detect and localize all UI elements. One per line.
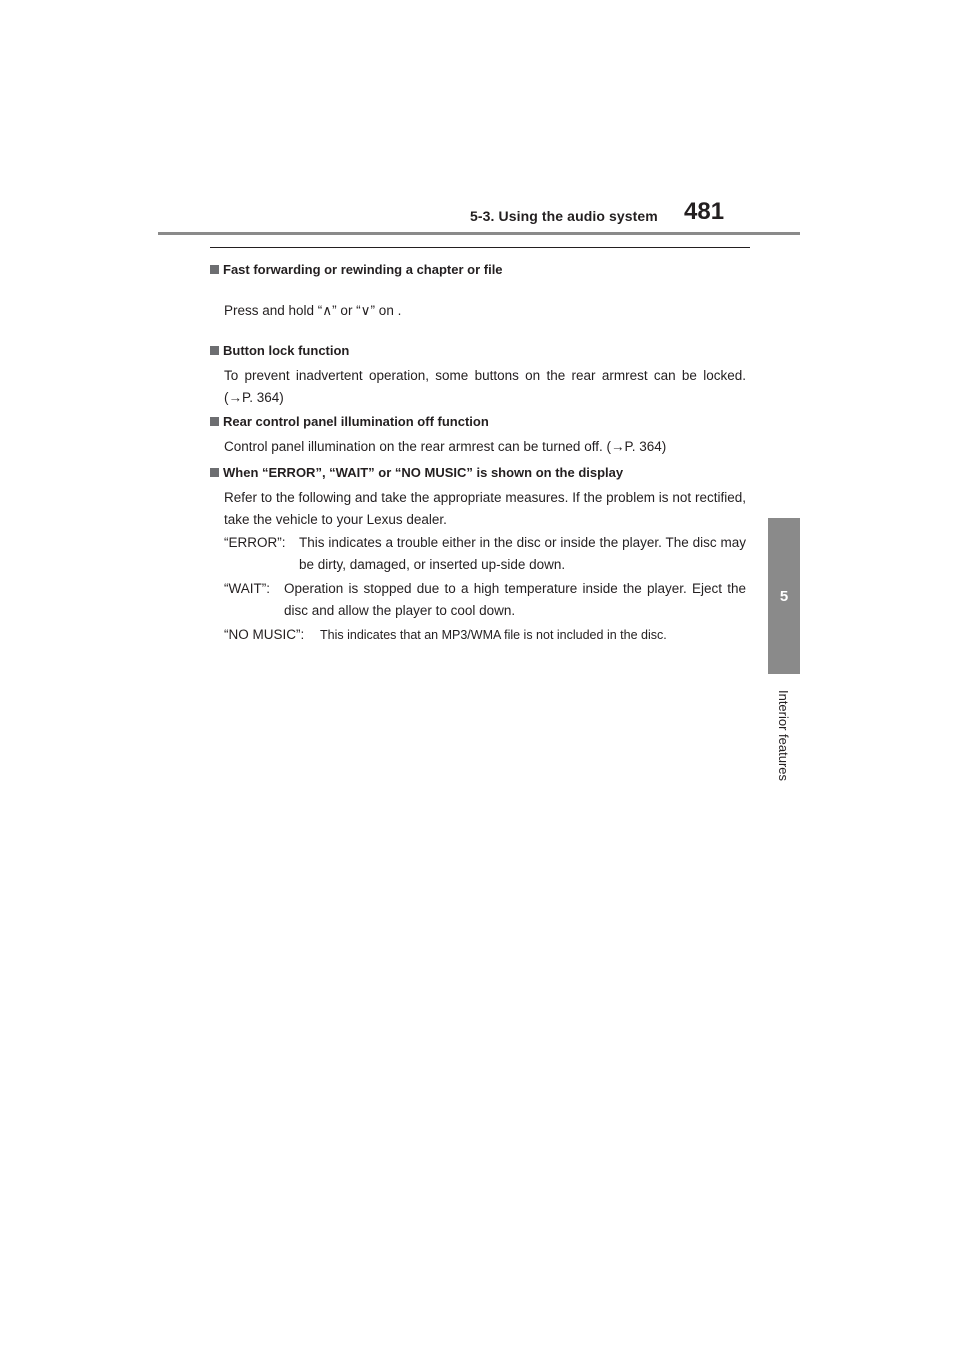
definition-description: Operation is stopped due to a high temperature inside the player. Eject the disc and allow the player to cool down. xyxy=(284,581,746,618)
chapter-title-vertical xyxy=(772,680,796,790)
definition-term: “ERROR”: xyxy=(224,535,286,550)
definition-term: “NO MUSIC”: xyxy=(224,627,305,642)
page-number: 481 xyxy=(684,198,725,225)
section-title: 5-3. Using the audio system xyxy=(470,208,658,224)
section-heading-button-lock: Button lock function xyxy=(210,343,349,358)
square-bullet-icon xyxy=(210,346,219,355)
section-text-illumination: Control panel illumination on the rear armrest can be turned off. (→P. 364) xyxy=(224,439,667,454)
square-bullet-icon xyxy=(210,265,219,274)
square-bullet-icon xyxy=(210,417,219,426)
chapter-title: Interior features xyxy=(776,689,792,781)
definition-term: “WAIT”: xyxy=(224,581,270,596)
definition-description: This indicates a trouble either in the disc or inside the player. The disc may be dirty, damaged, or inserted up-side down. xyxy=(299,535,746,572)
section-text-error-display: Refer to the following and take the appropriate measures. If the problem is not rectified, take the vehicle to your Lexus dealer. xyxy=(224,490,746,527)
definition-description: This indicates that an MP3/WMA file is not included in the disc. xyxy=(320,628,667,642)
header-rule xyxy=(158,232,800,235)
section-heading-fast-forward: Fast forwarding or rewinding a chapter or file xyxy=(210,262,503,277)
section-text-button-lock: To prevent inadvertent operation, some buttons on the rear armrest can be locked. (→P. 364) xyxy=(224,368,746,405)
chapter-tab xyxy=(768,518,800,674)
content-rule xyxy=(210,247,750,248)
section-heading-error-display: When “ERROR”, “WAIT” or “NO MUSIC” is shown on the display xyxy=(210,465,623,480)
chapter-number: 5 xyxy=(779,587,789,605)
section-text-fast-forward: Press and hold “∧” or “∨” on . xyxy=(224,303,402,318)
section-heading-illumination: Rear control panel illumination off function xyxy=(210,414,489,429)
square-bullet-icon xyxy=(210,468,219,477)
